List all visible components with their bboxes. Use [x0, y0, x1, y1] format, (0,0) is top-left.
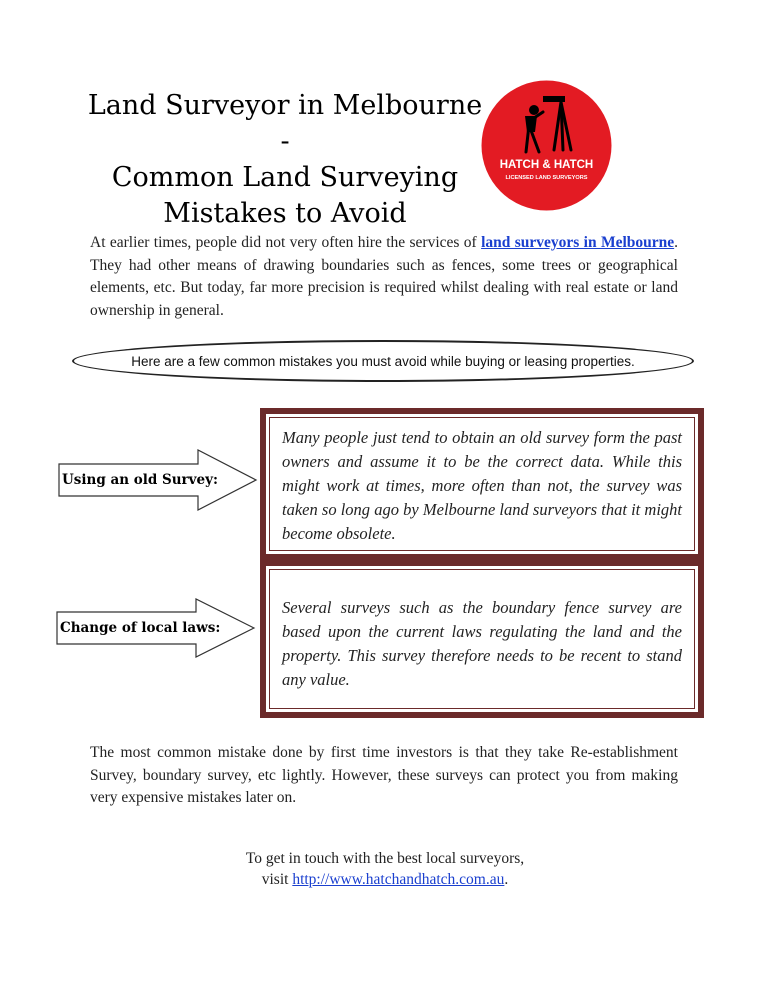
- contact-block: [200, 848, 570, 890]
- mistake-box-local-laws: [260, 560, 704, 718]
- logo-tagline: LICENSED LAND SURVEYORS: [505, 175, 588, 181]
- title-line-2: Common Land Surveying: [111, 162, 459, 193]
- mistake-box-old-survey: [260, 408, 704, 560]
- contact-line-2: [200, 869, 570, 890]
- closing-paragraph: The most common mistake done by first time investors is that they take Re-establishment Survey, boundary survey, etc lightly. However, these surveys can protect you from making very expensive mistakes later on.: [90, 744, 678, 806]
- mistakes-callout: [72, 340, 694, 382]
- intro-text-end: . They had other means of drawing boundaries such as fences, some trees or geographical elements, etc. But today, far more precision is required whilst dealing with real estate or land ownership in general.: [90, 234, 679, 319]
- mistake-label-old-survey: Using an old Survey:: [62, 472, 218, 488]
- visit-prefix: visit: [261, 871, 293, 888]
- hatch-and-hatch-logo: [481, 80, 612, 211]
- callout-text: Here are a few common mistakes you must avoid while buying or leasing properties.: [131, 353, 635, 369]
- title-line-1: Land Surveyor in Melbourne -: [87, 90, 483, 157]
- mistake-description-local-laws: Several surveys such as the boundary fence survey are based upon the current laws regulating the land and the property. This survey therefore needs to be recent to stand any value.: [269, 569, 695, 709]
- contact-suffix: .: [504, 871, 509, 888]
- land-surveyors-link[interactable]: land surveyors in Melbourne: [481, 234, 675, 251]
- title-line-3: Mistakes to Avoid: [163, 198, 407, 229]
- intro-paragraph: [90, 232, 678, 322]
- contact-line-1: To get in touch with the best local surveyors,: [245, 850, 525, 867]
- intro-text-start: At earlier times, people did not very often hire the services of: [90, 234, 482, 251]
- page-title: [80, 88, 490, 232]
- logo-name: HATCH & HATCH: [499, 159, 594, 171]
- mistake-description-old-survey: Many people just tend to obtain an old survey form the past owners and assume it to be the correct data. While this might work at times, more often than not, the survey was taken so long ago by Melbourne land surveyors that it might become obsolete.: [269, 417, 695, 551]
- mistake-label-local-laws: Change of local laws:: [60, 620, 221, 636]
- website-link[interactable]: http://www.hatchandhatch.com.au: [292, 871, 505, 888]
